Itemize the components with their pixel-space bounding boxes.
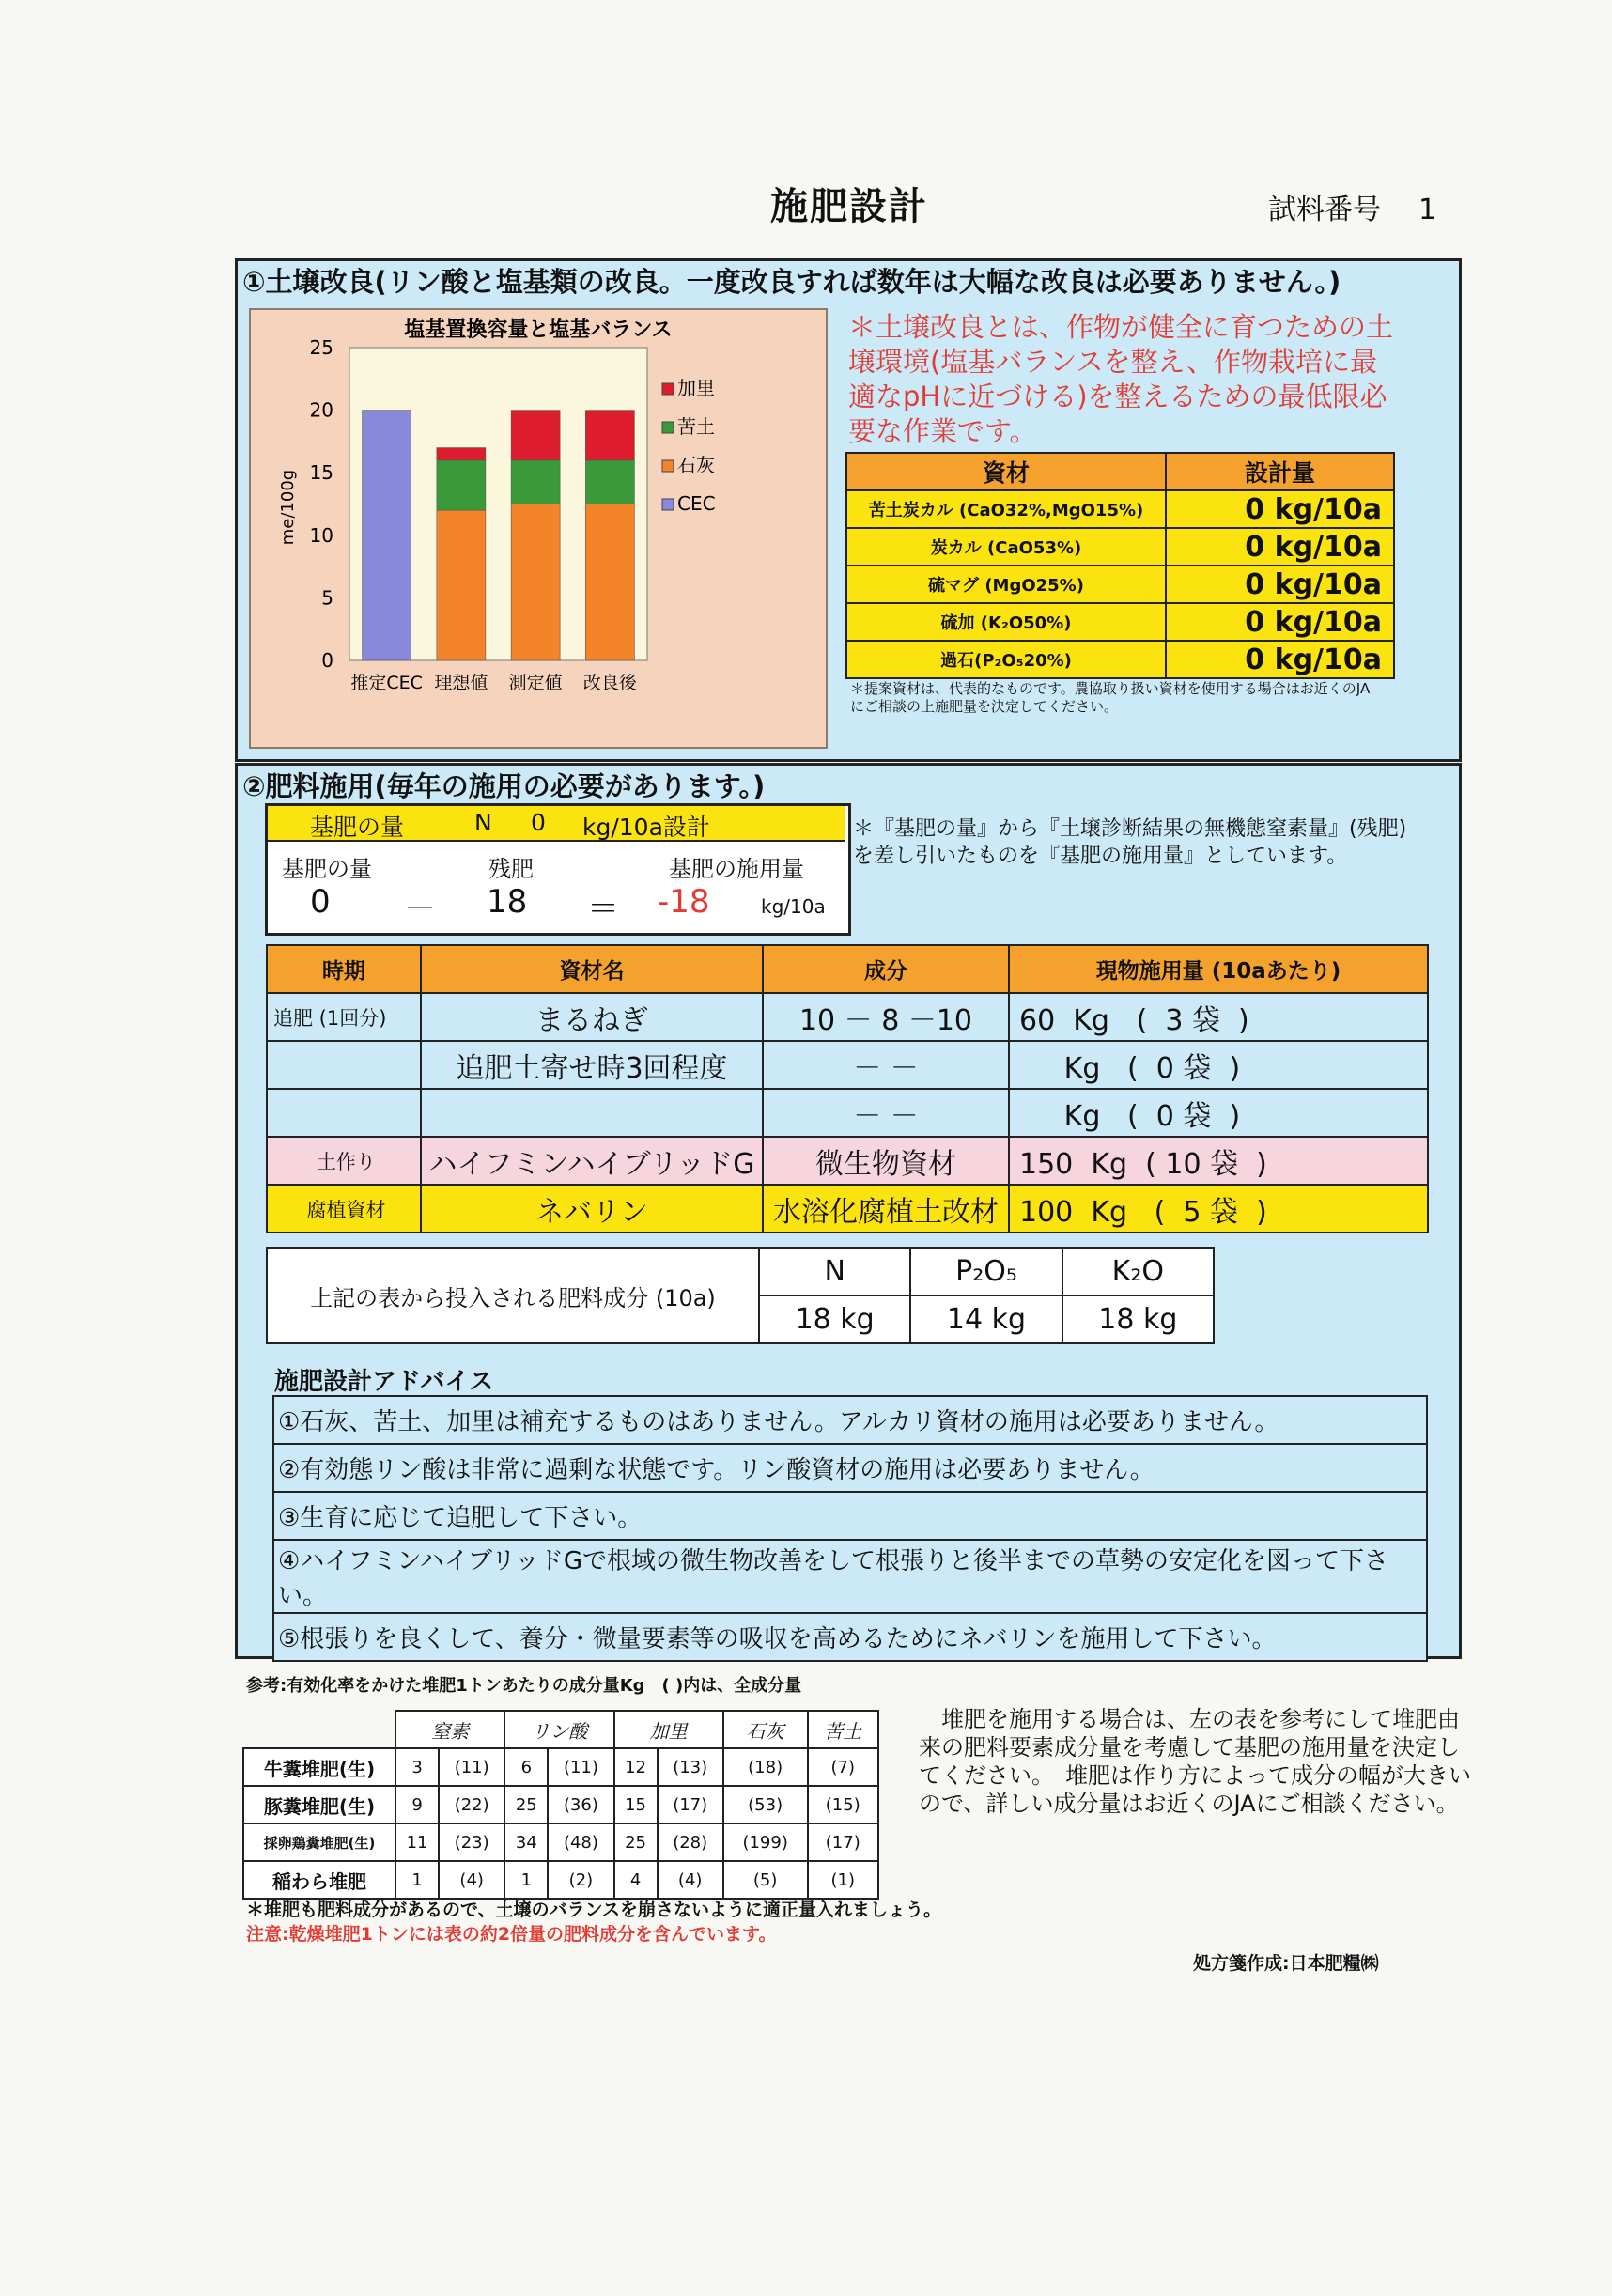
legend-swatch [662,383,674,395]
table-row: 炭カル (CaO53%) 0 kg/10a [846,528,1394,566]
x-tick-label: 測定値 [508,673,563,693]
legend-swatch [662,460,674,472]
sample-number: 試料番号 1 [1268,194,1437,226]
nutrient-input-table [266,1247,1215,1344]
reference-heading: 参考:有効化率をかけた堆肥1トンあたりの成分量Kg ( )内は、全成分量 [246,1676,802,1696]
materials-col-name: 資材 [846,453,1166,490]
application-plan-table: 時期 資材名 成分 現物施用量 (10aあたり) 追肥 (1回分) まるねぎ 10 － 8 －10 60 Kg ( 3 袋 ) 追肥土寄せ時3回程度 － － Kg ( 0 袋 ) － － Kg ( 0 袋 ) 土作り ハイフミンハイブリッドG 微生物資材 150 Kg ( 10 袋 ) 腐植資材 ネバリン 水溶化腐植土改材 100 Kg ( 5 袋 ) [266,944,1429,1233]
legend-label: 石灰 [677,454,715,476]
minus-sign: － [404,891,436,928]
table-row: 採卵鶏糞堆肥(生) 11 (23) 34 (48) 25 (28) (199) (17) [243,1823,878,1861]
compost-guidance-text: 堆肥を施用する場合は、左の表を参考にして堆肥由来の肥料要素成分量を考慮して基肥の施用量を決定してください。 堆肥は作り方によって成分の幅が大きいので、詳しい成分量はお近くのJAにご相談ください。 [919,1706,1471,1817]
caution-note: 注意:乾燥堆肥1トンには表の約2倍量の肥料成分を含んでいます。 [246,1924,777,1945]
page-title: 施肥設計 [770,185,928,228]
table-row: 過石(P₂O₅20%) 0 kg/10a [846,641,1394,678]
y-axis-label: me/100g [278,469,298,546]
table-row: 硫マグ (MgO25%) 0 kg/10a [846,566,1394,603]
materials-table [845,452,1395,679]
bar-苦土 [511,460,560,504]
compost-reference-table [242,1710,879,1900]
table-row: 18 kg 14 kg 18 kg [267,1295,1214,1343]
table-row: 土作り ハイフミンハイブリッドG 微生物資材 150 Kg ( 10 袋 ) [267,1137,1428,1185]
table-row: － － Kg ( 0 袋 ) [267,1089,1428,1137]
base-fertilizer-note: ＊『基肥の量』から『土壌診断結果の無機態窒素量』(残肥) を差し引いたものを『基肥の施用量』としています。 [853,817,1407,868]
list-item: ⑤根張りを良くして、養分・微量要素等の吸収を高めるためにネバリンを施用して下さい。 [273,1613,1427,1661]
residual-value: 18 [487,883,528,921]
x-tick-label: 改良後 [582,673,637,693]
equals-sign: ＝ [587,891,619,928]
section2-heading: ②肥料施用(毎年の施用の必要があります。) [242,770,766,802]
table-row: 苦土炭カル (CaO32%,MgO15%) 0 kg/10a [846,490,1394,528]
nutrient-input-label: 上記の表から投入される肥料成分 (10a) [267,1248,759,1343]
table-row: 窒素 リン酸 加里 石灰 苦土 [243,1711,878,1748]
legend-label: 加里 [677,377,715,399]
materials-col-amount: 設計量 [1166,453,1394,490]
y-tick-label: 25 [309,336,333,359]
chart-title: 塩基置換容量と塩基バランス [404,318,673,342]
base-balance-chart [249,308,828,749]
y-tick-label: 15 [309,461,333,485]
soil-improvement-note: ＊土壌改良とは、作物が健全に育つための土壌環境(塩基バランスを整え、作物栽培に最適なpHに近づける)を整えるための最低限必要な作業です。 [848,311,1394,447]
y-tick-label: 20 [309,398,333,422]
chart-svg [251,310,826,747]
applied-unit: kg/10a [761,895,826,918]
legend-swatch [662,422,674,433]
bar-苦土 [585,460,634,504]
base-fertilizer-title: 基肥の量 N 0 kg/10a設計 [268,806,845,842]
table-row: 牛糞堆肥(生) 3 (11) 6 (11) 12 (13) (18) (7) [243,1748,878,1786]
table-row: 追肥 (1回分) まるねぎ 10 － 8 －10 60 Kg ( 3 袋 ) [267,993,1428,1041]
x-tick-label: 理想値 [434,673,488,693]
bar-石灰 [585,504,634,661]
advice-table [272,1395,1428,1662]
applied-value: -18 [658,883,710,921]
list-item: ①石灰、苦土、加里は補充するものはありません。アルカリ資材の施用は必要ありません。 [273,1396,1427,1444]
bar-加里 [585,411,634,460]
bar-石灰 [511,504,560,661]
table-row: 追肥土寄せ時3回程度 － － Kg ( 0 袋 ) [267,1041,1428,1089]
section1-heading: ①土壌改良(リン酸と塩基類の改良。一度改良すれば数年は大幅な改良は必要ありません。) [242,266,1341,298]
list-item: ③生育に応じて追肥して下さい。 [273,1492,1427,1540]
table-row: 稲わら堆肥 1 (4) 1 (2) 4 (4) (5) (1) [243,1861,878,1899]
prescription-author: 処方箋作成:日本肥糧㈱ [1193,1953,1379,1974]
residual-label: 残肥 [488,856,534,882]
y-tick-label: 0 [321,649,333,672]
list-item: ②有効態リン酸は非常に過剰な状態です。リン酸資材の施用は必要ありません。 [273,1444,1427,1492]
legend-swatch [662,499,674,510]
applied-label: 基肥の施用量 [669,856,804,882]
table-row: 上記の表から投入される肥料成分 (10a) N P₂O₅ K₂O [267,1248,1214,1295]
compost-footnote: ＊堆肥も肥料成分があるので、土壌のバランスを崩さないように適正量入れましょう。 [246,1900,942,1920]
bar-加里 [511,411,560,460]
materials-note: ＊提案資材は、代表的なものです。農協取り扱い資材を使用する場合はお近くのJAにご相談の上施肥量を決定してください。 [850,680,1371,715]
advice-heading: 施肥設計アドバイス [274,1368,494,1396]
table-row: 豚糞堆肥(生) 9 (22) 25 (36) 15 (17) (53) (15) [243,1786,878,1823]
bar-苦土 [437,460,486,510]
y-tick-label: 5 [321,586,333,610]
bar-石灰 [437,510,486,660]
legend-label: 苦土 [677,415,715,438]
bar-加里 [437,448,486,460]
x-tick-label: 推定CEC [350,673,423,693]
table-row: 腐植資材 ネバリン 水溶化腐植土改材 100 Kg ( 5 袋 ) [267,1185,1428,1233]
bar-CEC [363,411,411,660]
y-tick-label: 10 [309,523,333,547]
list-item: ④ハイフミンハイブリッドGで根域の微生物改善をして根張りと後半までの草勢の安定化を図って下さい。 [273,1540,1427,1613]
legend-label: CEC [677,492,716,515]
base-value: 0 [310,883,331,921]
table-row: 硫加 (K₂O50%) 0 kg/10a [846,603,1394,641]
base-label: 基肥の量 [282,856,372,882]
